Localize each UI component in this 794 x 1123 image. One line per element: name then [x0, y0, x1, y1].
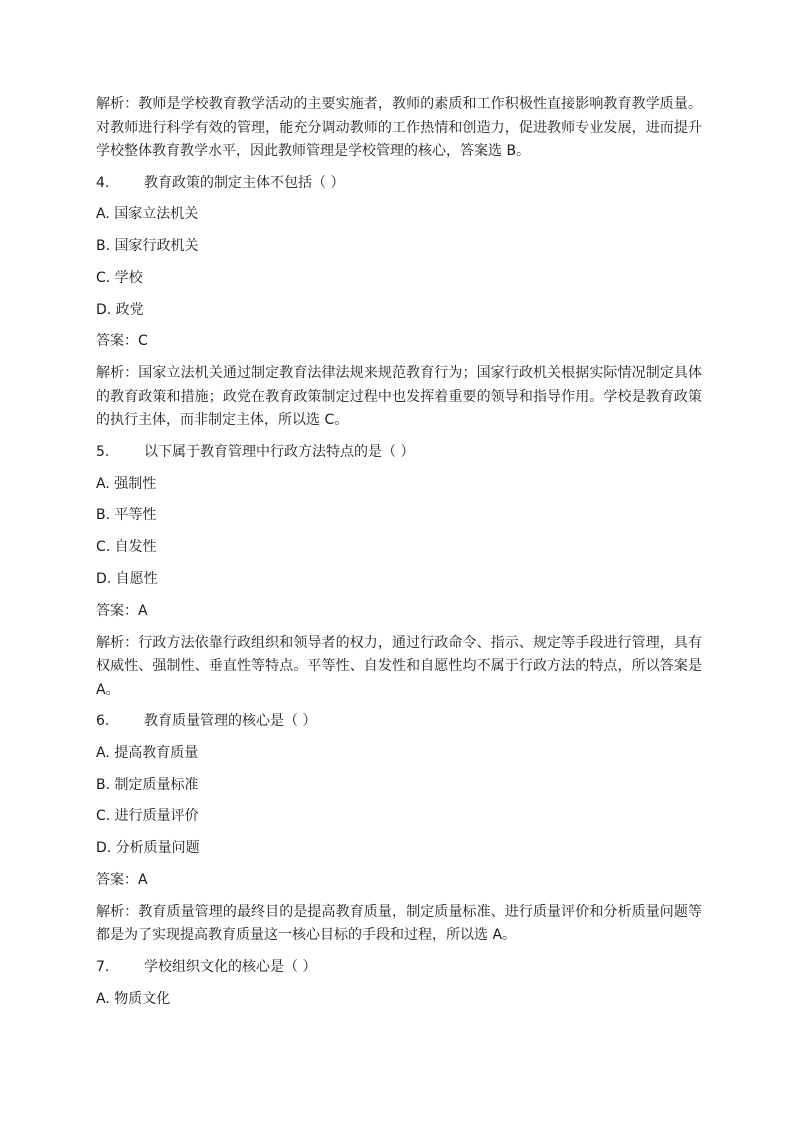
option-b: B. 制定质量标准 — [96, 776, 199, 793]
option-a: A. 强制性 — [96, 475, 157, 492]
option-c: C. 学校 — [96, 269, 143, 286]
question-number: 5. — [96, 443, 110, 460]
option-b: B. 平等性 — [96, 507, 157, 524]
option-b: B. 国家行政机关 — [96, 238, 199, 255]
explanation-q3: 解析：教师是学校教育教学活动的主要实施者，教师的素质和工作积极性直接影响教育教学质量。对教师进行科学有效的管理，能充分调动教师的工作热情和创造力，促进教师专业发展，进而提升学校整体教育教学水平，因此教师管理是学校管理的核心，答案选 B。 — [96, 96, 702, 159]
option-d: D. 分析质量问题 — [96, 840, 200, 857]
option-c: C. 自发性 — [96, 539, 157, 556]
question-number: 6. — [96, 713, 110, 730]
explanation-q6: 解析：教育质量管理的最终目的是提高教育质量，制定质量标准、进行质量评价和分析质量问题等都是为了实现提高教育质量这一核心目标的手段和过程，所以选 A。 — [96, 903, 702, 944]
question-text: 教育质量管理的核心是（ ） — [144, 713, 317, 730]
answer: 答案：C — [96, 333, 148, 350]
option-c: C. 进行质量评价 — [96, 808, 199, 825]
option-d: D. 政党 — [96, 301, 144, 318]
question-5 — [96, 441, 702, 465]
option-a: A. 国家立法机关 — [96, 206, 199, 223]
option-a: A. 物质文化 — [96, 990, 171, 1007]
question-number: 4. — [96, 174, 110, 191]
question-text: 以下属于教育管理中行政方法特点的是（ ） — [144, 443, 415, 460]
question-7 — [96, 956, 702, 980]
explanation-q4: 解析：国家立法机关通过制定教育法律法规来规范教育行为；国家行政机关根据实际情况制定具体的教育政策和措施；政党在教育政策制定过程中也发挥着重要的领导和指导作用。学校是教育政策的执行主体，而非制定主体，所以选 C。 — [96, 365, 702, 429]
question-text: 教育政策的制定主体不包括（ ） — [144, 174, 345, 191]
question-6 — [96, 710, 702, 734]
explanation-q5: 解析：行政方法依靠行政组织和领导者的权力，通过行政命令、指示、规定等手段进行管理，具有权威性、强制性、垂直性等特点。平等性、自发性和自愿性均不属于行政方法的特点，所以答案是 A。 — [96, 634, 702, 698]
document-page — [96, 93, 702, 1019]
question-number: 7. — [96, 958, 110, 975]
question-4 — [96, 172, 702, 196]
option-a: A. 提高教育质量 — [96, 744, 199, 761]
answer: 答案：A — [96, 872, 148, 889]
answer: 答案：A — [96, 602, 148, 619]
question-text: 学校组织文化的核心是（ ） — [144, 958, 317, 975]
option-d: D. 自愿性 — [96, 570, 158, 587]
